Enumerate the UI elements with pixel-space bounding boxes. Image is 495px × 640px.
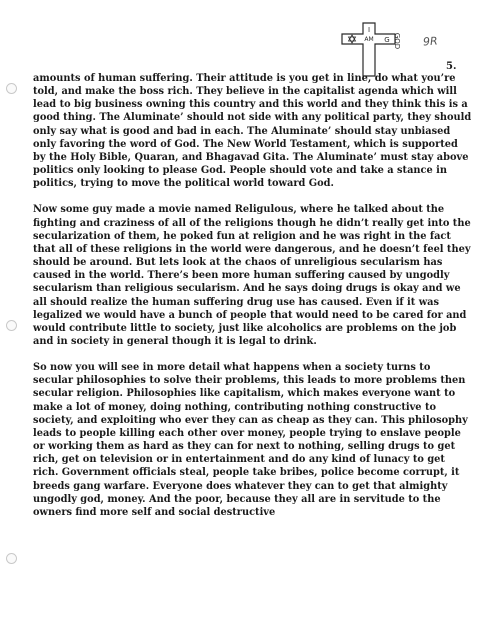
logo-letter-am: AM <box>364 36 374 43</box>
paragraph: So now you will see in more detail what happens when a society turns to secular philosophies to solve their problems, this leads to more problems then secular religion. Philosophies like capitalism, which makes everyone want to make a lot of money, doing nothing, contributing nothing constructive to society, and exploiting who ever they can as cheap as they can. This philosophy leads to people killing each other over money, people trying to enslave people or working them as hard as they can for next to nothing, selling drugs to get rich, get on television or in entertainment and do any kind of lunacy to get rich. Government officials steal, people take bribes, police become corrupt, it breeds gang warfare. Everyone does whatever they can to get that almighty ungodly god, money. And the poor, because they all are in servitude to the owners find more self and social destructive <box>33 362 468 518</box>
paragraph: amounts of human suffering. Their attitude is you get in line, do what you’re told, and make the boss rich. They believe in the capitalist agenda which will lead to big business owning this country and this world and they think this is a good thing. The Aluminate’ should not side with any political party, they should only say what is good and bad in each. The Aluminate’ should stay unbiased only favoring the word of God. The New World Testament, which is supported by the Holy Bible, Quaran, and Bhagavad Gita. The Aluminate’ must stay above politics only looking to please God. People should vote and take a stance in politics, trying to move the political world toward God. <box>33 73 472 190</box>
handwritten-mark: 9R <box>422 34 439 49</box>
punch-hole <box>6 83 17 94</box>
punch-hole <box>6 553 17 564</box>
paragraph: Now some guy made a movie named Religulous, where he talked about the fighting and craziness of all of the religions though he didn’t really get into the secularization of them, he poked fun at religion and he was right in the fact that all of these religions in the world were dangerous, and he doesn’t feel they should be around. But lets look at the chaos of unreligious secularism has caused in the world. There’s been more human suffering caused by ungodly secularism than religious secularism. And he says doing drugs is okay and we all should realize the human suffering drug use has caused. Even if it was legalized we would have a bunch of people that would need to be cared for and would contribute little to society, just like alcoholics are problems on the job and in society in general though it is legal to drink. <box>33 204 471 347</box>
logo-letter-i: I <box>367 26 371 34</box>
punch-hole <box>6 320 17 331</box>
body-text <box>33 72 473 532</box>
cross-logo-icon <box>335 22 409 78</box>
logo-side-letter: G <box>384 36 390 44</box>
page-number: 5. <box>446 61 457 72</box>
star-of-david-icon <box>349 35 356 43</box>
logo-letter-god: GOD <box>393 32 401 50</box>
